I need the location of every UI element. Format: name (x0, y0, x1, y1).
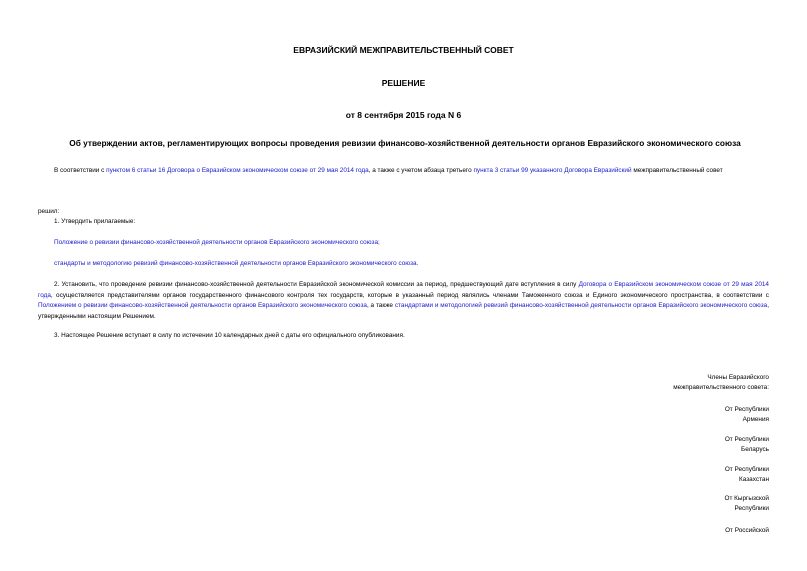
link-standards[interactable]: стандарты и методологию ревизий финансово-хозяйственной деятельности органов Евразийского экономического союза. (54, 260, 419, 267)
item-2-text-1: 2. Установить, что проведение ревизии финансово-хозяйственной деятельности Евразийской экономической комиссии за период, предшествующий дате вступления в силу (54, 281, 579, 288)
preamble-paragraph (38, 166, 769, 177)
signatory-kazakhstan-line-2: Казахстан (739, 476, 769, 483)
council-name: ЕВРАЗИЙСКИЙ МЕЖПРАВИТЕЛЬСТВЕННЫЙ СОВЕТ (293, 45, 514, 55)
signatory-kazakhstan-line-1: От Республики (724, 466, 769, 473)
link-standards-2[interactable]: стандартами и методологией ревизий финансово-хозяйственной деятельности органов Евразийского экономического союза (394, 302, 768, 310)
signatory-belarus-line-1: От Республики (724, 436, 769, 443)
item-1-label: 1. Утвердить прилагаемые: (54, 218, 136, 225)
link-regulation[interactable]: Положение о ревизии финансово-хозяйственной деятельности органов Евразийского экономического союза; (54, 239, 380, 246)
item-2-text-2: , осуществляется представителями органов государственного финансового контроля тех государств, которые в указанный период являлись членами Таможенного союза и Единого экономического пространства, в соответствии с (50, 291, 769, 299)
item-1-link-regulation[interactable] (54, 238, 380, 249)
signatory-armenia-line-1: От Республики (724, 406, 769, 413)
item-2-text-3: , а также (366, 302, 395, 310)
item-3-paragraph: 3. Настоящее Решение вступает в силу по истечении 10 календарных дней с даты его официального опубликования. (54, 332, 405, 339)
link-treaty-article-99[interactable]: пункта 3 статьи 99 указанного Договора Евразийский (473, 167, 632, 174)
link-eaeu-treaty[interactable]: Договора о Евразийском экономическом союзе от 29 мая 2014 года (38, 281, 769, 299)
signatory-armenia-line-2: Армения (742, 416, 769, 423)
signatory-kyrgyzstan-line-1: От Кыргызской (724, 495, 769, 502)
signatory-russia-line-1: От Российской (725, 527, 769, 534)
link-regulation-2[interactable]: Положением о ревизии финансово-хозяйственной деятельности органов Евразийского экономического союза (38, 302, 367, 310)
decided-label: решил: (38, 208, 60, 215)
item-1-link-standards[interactable] (54, 259, 418, 270)
signatures-heading-1: Члены Евразийского (707, 374, 769, 381)
signatory-belarus-line-2: Беларусь (741, 446, 769, 453)
item-2-paragraph (38, 280, 769, 322)
preamble-text-1: В соответствии с (54, 167, 107, 174)
document-title: Об утверждении актов, регламентирующих вопросы проведения ревизии финансово-хозяйственной деятельности органов Евразийского экономического союза (69, 138, 741, 148)
link-treaty-article-16[interactable]: пунктом 6 статьи 16 Договора о Евразийском экономическом союзе от 29 мая 2014 года (106, 167, 369, 174)
document-type: РЕШЕНИЕ (381, 78, 426, 88)
signatures-heading-2: межправительственного совета: (673, 384, 769, 391)
item-2-text-4: , утвержденными настоящим Решением. (38, 302, 769, 320)
preamble-text-3: межправительственный совет (631, 167, 723, 174)
signatory-kyrgyzstan-line-2: Республики (734, 505, 769, 512)
document-date-number: от 8 сентября 2015 года N 6 (345, 110, 462, 120)
preamble-text-2: , а также с учетом абзаца третьего (368, 167, 474, 174)
